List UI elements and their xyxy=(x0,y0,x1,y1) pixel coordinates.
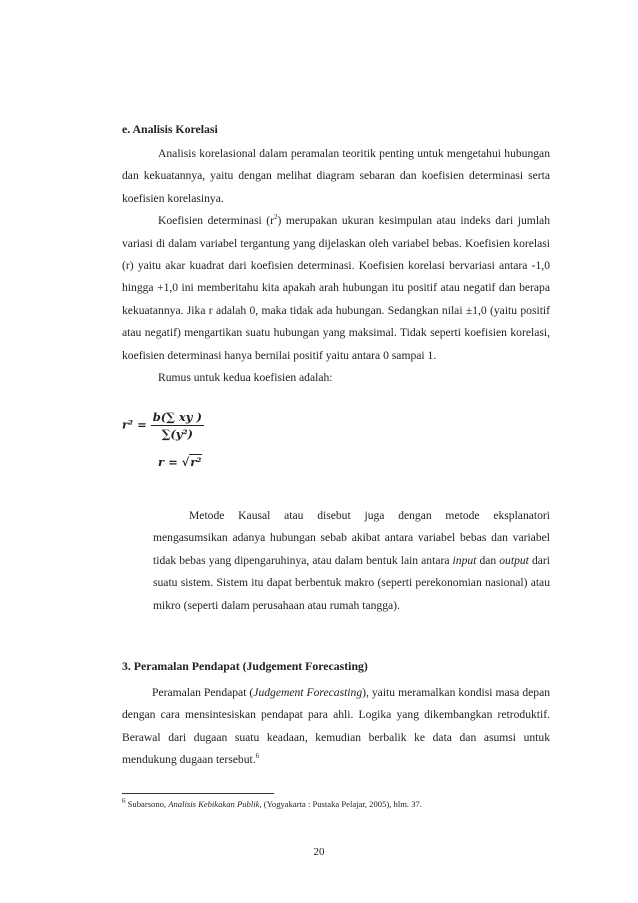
kausal-input-term: input xyxy=(452,553,477,567)
section-e-body xyxy=(122,143,550,389)
kausal-output-term: output xyxy=(499,553,529,567)
footnote-rest: (Yogyakarta : Pustaka Pelajar, 2005), hlm. 37. xyxy=(261,799,422,809)
kausal-text: Metode Kausal atau disebut juga dengan metode eksplanatori mengasumsikan adanya hubungan sebab akibat antara variabel bebas dan variabel tidak bebas yang dipengaruhinya, atau dalam bentuk lain antara xyxy=(153,509,550,567)
formula-korelasi xyxy=(158,455,202,469)
formula1-denominator: ∑(y²) xyxy=(161,427,193,441)
section-3-body xyxy=(122,682,550,772)
kausal-and: dan xyxy=(476,553,500,567)
formula-determinasi xyxy=(122,410,204,441)
koefisien-text-a: Koefisien determinasi (r xyxy=(158,214,274,228)
paragraph-koefisien xyxy=(122,210,550,367)
footnote-separator xyxy=(122,793,274,794)
paragraph-peramalan xyxy=(122,682,550,772)
peramalan-text-b: ), yaitu meramalkan kondisi masa depan dengan cara mensintesiskan pendapat para ahli. Logika yang dikembangkan retroduktif. Berawal dari dugaan suatu keadaan, kemudian berbalik ke data dan asumsi untuk mendukung dugaan tersebut. xyxy=(122,686,551,767)
footnote-marker: 6 xyxy=(122,797,126,806)
footnote-author: Subarsono, xyxy=(125,799,169,809)
kausal-block xyxy=(153,505,550,617)
footnote-title: Analisis Kebikakan Publik, xyxy=(168,799,262,809)
formula1-fraction xyxy=(151,410,204,441)
sqrt-symbol: √ xyxy=(181,455,190,469)
superscript-2: 2 xyxy=(273,213,278,222)
paragraph-analisis: Analisis korelasional dalam peramalan teoritik penting untuk mengetahui hubungan dan kekuatannya, yaitu dengan melihat diagram sebaran dan koefisien determinasi serta koefisien korelasinya. xyxy=(122,147,550,205)
peramalan-text-a: Peramalan Pendapat ( xyxy=(152,686,254,699)
formula2-radicand: r² xyxy=(190,455,202,469)
footnote-ref-6: 6 xyxy=(255,752,260,761)
formula2-lhs: r = xyxy=(158,455,178,469)
kausal-rest-text: dari suatu sistem. Sistem itu dapat berbentuk makro (seperti perekonomian nasional) atau mikro (seperti dalam perusahaan atau rumah tangga). xyxy=(153,553,550,612)
peramalan-italic: Judgement Forecasting xyxy=(253,686,363,699)
section-3-heading: 3. Peramalan Pendapat (Judgement Forecasting) xyxy=(122,659,368,673)
footnote xyxy=(122,798,552,810)
paragraph-kausal xyxy=(153,505,550,617)
page-number: 20 xyxy=(313,846,325,858)
formula1-lhs: r² = xyxy=(122,417,147,432)
paragraph-rumus: Rumus untuk kedua koefisien adalah: xyxy=(158,371,333,385)
koefisien-text-b: ) merupakan ukuran kesimpulan atau indeks dari jumlah variasi di dalam variabel tergantung yang dijelaskan oleh variabel bebas. Koefisien korelasi (r) yaitu akar kuadrat dari koefisien determinasi. Koefisien korelasi bervariasi antara -1,0 hingga +1,0 ini memberitahu kita apakah arah hubungan itu positif atau negatif dan berapa kekuatannya. Jika r adalah 0, maka tidak ada hubungan. Sedangkan nilai ±1,0 (yaitu positif atau negatif) mengartikan suatu hubungan yang maksimal. Tidak seperti koefisien korelasi, koefisien determinasi hanya bernilai positif yaitu antara 0 sampai 1. xyxy=(122,214,550,362)
formula2-sqrt xyxy=(182,455,203,469)
formula1-numerator: b(∑ xy ) xyxy=(152,410,202,424)
section-e-heading: e. Analisis Korelasi xyxy=(122,122,218,136)
